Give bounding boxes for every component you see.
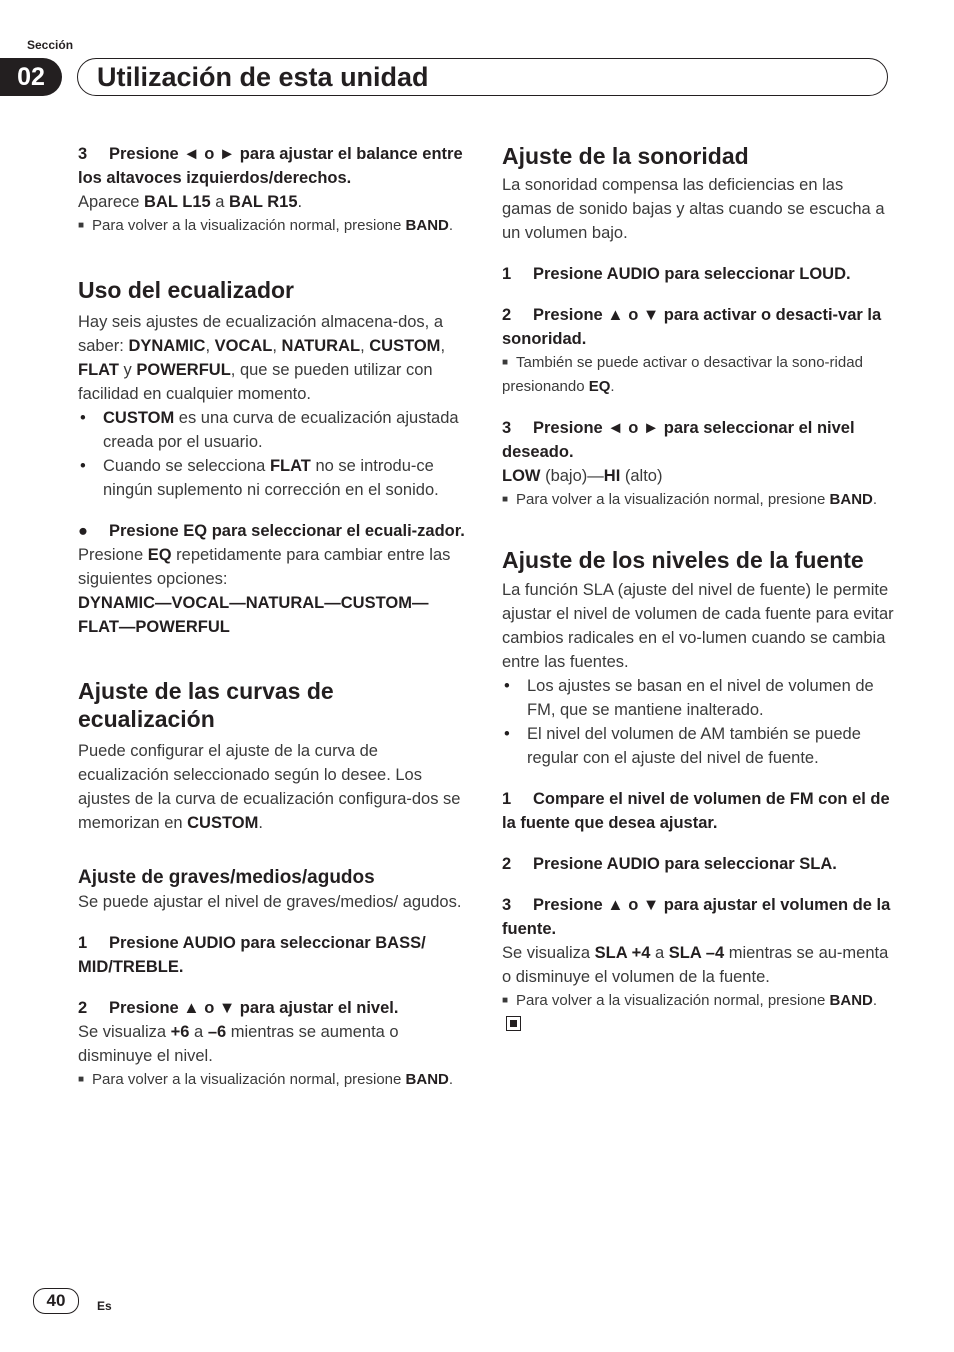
bmt-body: Se puede ajustar el nivel de graves/medios/ agudos. <box>78 893 462 911</box>
step-sla-3: 3 Presione ▲ o ▼ para ajustar el volumen de la fuente. <box>502 896 891 938</box>
list-item: • El nivel del volumen de AM también se puede regular con el ajuste del nivel de fuente. <box>502 722 894 770</box>
page-title: Utilización de esta unidad <box>97 62 429 92</box>
eq-intro: Hay seis ajustes de ecualización almacena-dos, a saber: DYNAMIC, VOCAL, NATURAL, CUSTOM, FLAT y POWERFUL, que se pueden utilizar con facilidad en cualquier momento. <box>78 313 446 403</box>
page-number: 40 <box>33 1288 79 1314</box>
loud-levels: LOW (bajo)—HI (alto) <box>502 467 663 485</box>
square-bullet-icon: ■ <box>502 357 509 368</box>
note-band: ■ Para volver a la visualización normal, presione BAND. <box>78 1071 454 1088</box>
language-code: Es <box>97 1299 112 1313</box>
section-label: Sección <box>27 38 74 52</box>
heading-bass-mid-treble: Ajuste de graves/medios/agudos <box>78 867 375 888</box>
note-loud-eq: ■ También se puede activar o desactivar la sono-ridad presionando EQ. <box>502 354 863 395</box>
curves-body: Puede configurar el ajuste de la curva de ecualización seleccionado según lo desee. Los ajustes de la curva de ecualización configura-dos se memorizan en CUSTOM. <box>78 742 461 832</box>
heading-source-level: Ajuste de los niveles de la fuente <box>502 547 864 573</box>
section-number-badge: 02 <box>0 58 62 96</box>
heading-eq: Uso del ecualizador <box>78 277 295 303</box>
step-sla-1: 1 Compare el nivel de volumen de FM con el de la fuente que desea ajustar. <box>502 790 890 832</box>
loud-body: La sonoridad compensa las deficiencias en las gamas de sonido bajas y altas cuando se escucha a un volumen bajo. <box>502 176 885 242</box>
step-sla-2: 2 Presione AUDIO para seleccionar SLA. <box>502 855 837 873</box>
note-band: ■ Para volver a la visualización normal, presione BAND. <box>502 491 878 508</box>
step-bmt-1: 1 Presione AUDIO para seleccionar BASS/ MID/TREBLE. <box>78 934 426 976</box>
step-loud-3: 3 Presione ◄ o ► para seleccionar el nivel deseado. <box>502 419 855 461</box>
step-loud-2: 2 Presione ▲ o ▼ para activar o desacti-var la sonoridad. <box>502 306 882 348</box>
circle-bullet-icon: ● <box>78 522 88 540</box>
note-band: ■ Para volver a la visualización normal, presione BAND. <box>78 217 454 234</box>
list-item: • Los ajustes se basan en el nivel de volumen de FM, que se mantiene inalterado. <box>502 674 894 722</box>
eq-select-body: Presione EQ repetidamente para cambiar entre las siguientes opciones: <box>78 546 451 588</box>
step-bmt-2: 2 Presione ▲ o ▼ para ajustar el nivel. <box>78 999 399 1017</box>
eq-cycle: DYNAMIC—VOCAL—NATURAL—CUSTOM—FLAT—POWERFUL <box>78 594 429 636</box>
step-balance: 3 Presione ◄ o ► para ajustar el balance entre los altavoces izquierdos/derechos. <box>78 145 463 187</box>
heading-loudness: Ajuste de la sonoridad <box>502 143 749 169</box>
square-bullet-icon: ■ <box>502 494 509 505</box>
list-item: • Cuando se selecciona FLAT no se introdu-ce ningún suplemento ni corrección en el sonido. <box>78 454 468 502</box>
left-column <box>78 142 468 1092</box>
step-loud-1: 1 Presione AUDIO para seleccionar LOUD. <box>502 265 851 283</box>
bmt-step2-body: Se visualiza +6 a –6 mientras se aumenta o disminuye el nivel. <box>78 1023 399 1065</box>
end-of-section-icon <box>506 1016 521 1031</box>
right-column <box>502 142 894 1037</box>
note-band: ■ Para volver a la visualización normal, presione BAND. <box>502 989 894 1037</box>
eq-bullet-list <box>78 406 468 502</box>
list-item: • CUSTOM es una curva de ecualización ajustada creada por el usuario. <box>78 406 468 454</box>
balance-display-text: Aparece BAL L15 a BAL R15. <box>78 193 303 211</box>
sla-body: La función SLA (ajuste del nivel de fuente) le permite ajustar el nivel de volumen de cada fuente para evitar cambios radicales en el vo-lumen cuando se cambia entre las fuentes. <box>502 581 894 671</box>
heading-curves: Ajuste de las curvas de ecualización <box>78 678 334 732</box>
sla-bullet-list <box>502 674 894 770</box>
square-bullet-icon: ■ <box>502 995 509 1006</box>
step-eq-select: ● Presione EQ para seleccionar el ecuali-zador. <box>78 519 468 543</box>
sla-step3-body: Se visualiza SLA +4 a SLA –4 mientras se au-menta o disminuye el volumen de la fuente. <box>502 944 889 986</box>
square-bullet-icon: ■ <box>78 220 85 231</box>
square-bullet-icon: ■ <box>78 1074 85 1085</box>
